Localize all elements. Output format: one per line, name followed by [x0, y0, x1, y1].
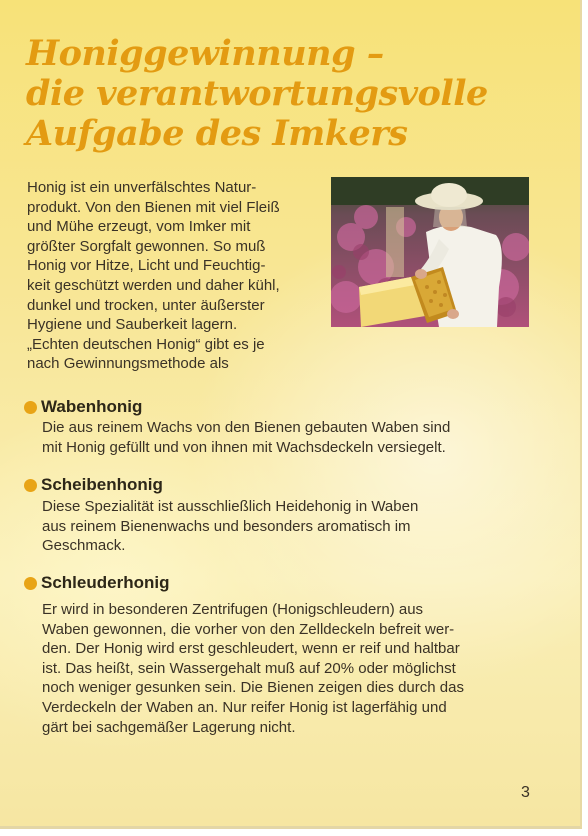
- title-line-3: Aufgabe des Imkers: [26, 113, 408, 154]
- section-text-schleuderhonig: [42, 600, 542, 737]
- intro-line: Honig ist ein unverfälschtes Natur-: [27, 179, 257, 196]
- intro-line: Honig vor Hitze, Licht und Feuchtig-: [27, 257, 266, 275]
- section-line: mit Honig gefüllt und von ihnen mit Wachsdeckeln versiegelt.: [42, 438, 446, 456]
- intro-line: „Echten deutschen Honig“ gibt es je: [27, 335, 265, 353]
- intro-line: nach Gewinnungsmethode als: [27, 355, 229, 373]
- intro-line: keit geschützt werden und daher kühl,: [27, 276, 280, 294]
- intro-line: dunkel und trocken, unter äußerster: [27, 296, 265, 314]
- intro-line: Hygiene und Sauberkeit lagern.: [27, 316, 238, 334]
- bullet-icon: [24, 577, 37, 590]
- section-heading-label: Schleuderhonig: [41, 573, 170, 592]
- beekeeper-photo: [331, 177, 529, 327]
- section-line: Diese Spezialität ist ausschließlich Heidehonig in Waben: [42, 498, 419, 515]
- section-line: aus reinem Bienenwachs und besonders aromatisch im: [42, 517, 411, 535]
- page-number: 3: [521, 784, 530, 801]
- section-line: Verdeckeln der Waben an. Nur reifer Honig ist lagerfähig und: [42, 698, 447, 716]
- title-line-1: Honiggewinnung –: [26, 33, 384, 74]
- section-text-wabenhonig: [42, 418, 542, 457]
- section-heading-label: Wabenhonig: [41, 397, 143, 416]
- intro-paragraph: [27, 178, 327, 374]
- section-heading-wabenhonig: [24, 397, 142, 417]
- intro-line: und Mühe erzeugt, vom Imker mit: [27, 218, 251, 236]
- section-line: gärt bei sachgemäßer Lagerung nicht.: [42, 718, 296, 736]
- bullet-icon: [24, 401, 37, 414]
- section-line: Geschmack.: [42, 537, 126, 555]
- section-line: noch weniger gesunken sein. Die Bienen zeigen dies durch das: [42, 679, 464, 697]
- section-text-scheibenhonig: [42, 497, 542, 556]
- section-line: Er wird in besonderen Zentrifugen (Honigschleudern) aus: [42, 601, 424, 618]
- intro-line: produkt. Von den Bienen mit viel Fleiß: [27, 198, 280, 216]
- section-line: den. Der Honig wird erst geschleudert, wenn er reif und haltbar: [42, 640, 460, 658]
- section-heading-label: Scheibenhonig: [41, 475, 163, 494]
- section-line: Die aus reinem Wachs von den Bienen gebauten Waben sind: [42, 419, 451, 436]
- section-line: Waben gewonnen, die vorher von den Zelldeckeln befreit wer-: [42, 620, 455, 638]
- section-heading-schleuderhonig: [24, 573, 169, 593]
- title-line-2: die verantwortungsvolle: [26, 73, 488, 114]
- bullet-icon: [24, 479, 37, 492]
- page-title: [26, 34, 566, 154]
- intro-line: größter Sorgfalt gewonnen. So muß: [27, 237, 266, 255]
- section-line: ist. Das heißt, sein Wassergehalt muß auf 20% oder möglichst: [42, 659, 456, 677]
- section-heading-scheibenhonig: [24, 475, 163, 495]
